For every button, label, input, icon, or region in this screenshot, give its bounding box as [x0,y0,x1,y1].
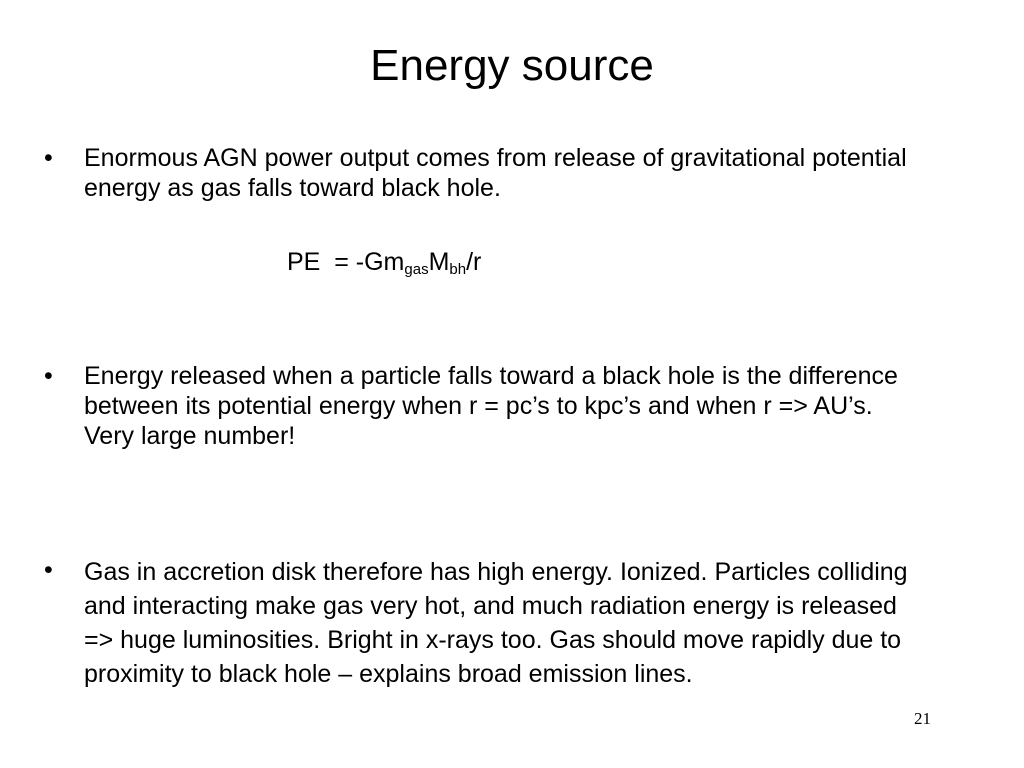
bullet-marker: • [44,556,53,584]
bullet-marker: • [44,144,53,172]
bullet-marker: • [44,362,53,390]
bullet-text: Gas in accretion disk therefore has high energy. Ionized. Particles colliding and interacting make gas very hot, and much radiation energy is released => huge luminosities. Bright in x-rays too. Gas should move rapidly due to proximity to black hole – explains broad emission lines. [84,558,908,688]
potential-energy-formula [287,247,481,277]
formula-prefix: PE = -Gm [287,248,405,276]
formula-suffix: /r [466,248,482,276]
bullet-text: Energy released when a particle falls toward a black hole is the difference between its potential energy when r = pc’s to kpc’s and when r => AU’s. Very large number! [84,362,898,450]
page-number: 21 [914,709,931,728]
slide-title: Energy source [370,41,654,90]
formula-subscript-gas: gas [404,261,429,278]
formula-middle: M [428,248,450,276]
formula-subscript-bh: bh [449,261,467,278]
bullet-text: Enormous AGN power output comes from release of gravitational potential energy as gas falls toward black hole. [84,144,907,202]
